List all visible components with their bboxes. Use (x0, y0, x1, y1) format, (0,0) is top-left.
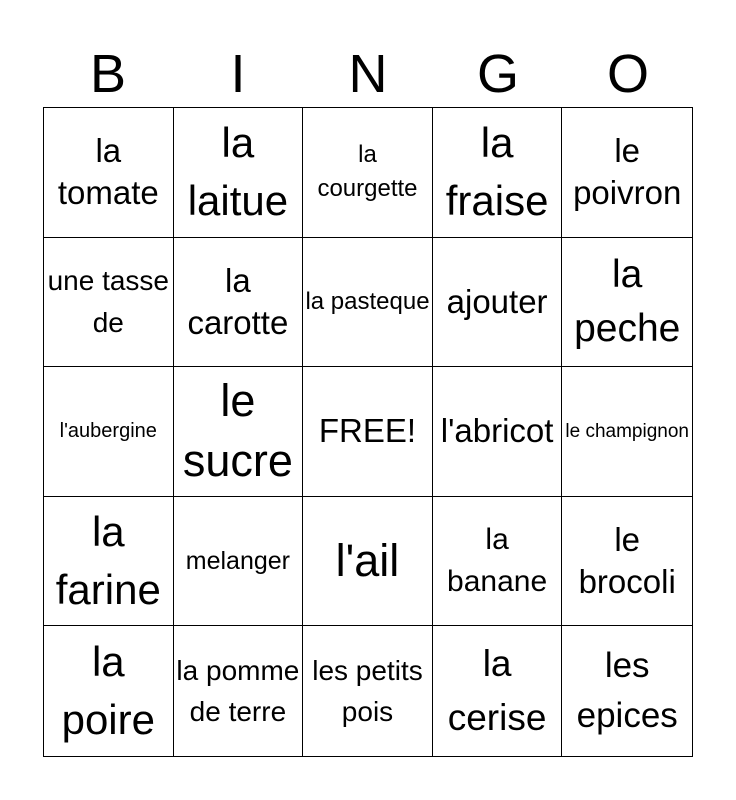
bingo-cell (303, 626, 433, 756)
bingo-cell (174, 108, 304, 238)
bingo-cell (44, 626, 174, 756)
bingo-cell (303, 108, 433, 238)
bingo-cell (433, 497, 563, 627)
bingo-cell (44, 497, 174, 627)
cell-text: le sucre (182, 375, 293, 487)
bingo-cell (44, 238, 174, 368)
cell-text: les petits pois (312, 655, 423, 728)
cell-text: les epices (576, 646, 678, 736)
cell-text: le brocoli (578, 521, 676, 601)
cell-text: la laitue (187, 119, 289, 225)
bingo-cell (174, 626, 304, 756)
bingo-cell (174, 367, 304, 497)
cell-text: la fraise (445, 119, 549, 225)
bingo-header (43, 42, 693, 106)
cell-text: la farine (55, 508, 161, 614)
header-letter-i: I (230, 44, 246, 104)
cell-text: l'ail (335, 535, 400, 587)
bingo-cell (174, 497, 304, 627)
bingo-cell (433, 108, 563, 238)
bingo-grid (43, 107, 693, 757)
bingo-cell (562, 238, 692, 368)
cell-text: la banane (447, 523, 548, 599)
cell-text: la peche (574, 252, 681, 350)
cell-text: le champignon (565, 420, 689, 442)
cell-text: la tomate (57, 132, 159, 212)
cell-text: le poivron (573, 132, 682, 212)
cell-text: ajouter (446, 282, 548, 320)
bingo-cell (303, 497, 433, 627)
cell-text: la carotte (187, 261, 289, 341)
header-letter-o: O (606, 44, 649, 104)
header-letter-g: G (476, 44, 519, 104)
bingo-cell (562, 497, 692, 627)
bingo-cell (562, 108, 692, 238)
cell-text: la pomme de terre (176, 655, 300, 728)
cell-text: FREE! (318, 412, 417, 450)
cell-text: l'abricot (440, 412, 554, 450)
bingo-cell (44, 367, 174, 497)
cell-text: la pasteque (305, 287, 430, 315)
bingo-cell (433, 626, 563, 756)
bingo-cell (303, 367, 433, 497)
header-letter-b: B (89, 44, 127, 104)
bingo-cell (433, 367, 563, 497)
cell-text: melanger (185, 547, 290, 576)
cell-text: la cerise (447, 643, 547, 739)
bingo-cell (433, 238, 563, 368)
cell-text: la courgette (317, 141, 418, 203)
cell-text: une tasse de (47, 264, 169, 338)
bingo-cell (562, 367, 692, 497)
bingo-cell (44, 108, 174, 238)
header-letter-n: N (348, 44, 388, 104)
cell-text: l'aubergine (59, 419, 157, 442)
cell-text: la poire (61, 638, 155, 744)
bingo-cell (562, 626, 692, 756)
bingo-cell (303, 238, 433, 368)
bingo-cell (174, 238, 304, 368)
